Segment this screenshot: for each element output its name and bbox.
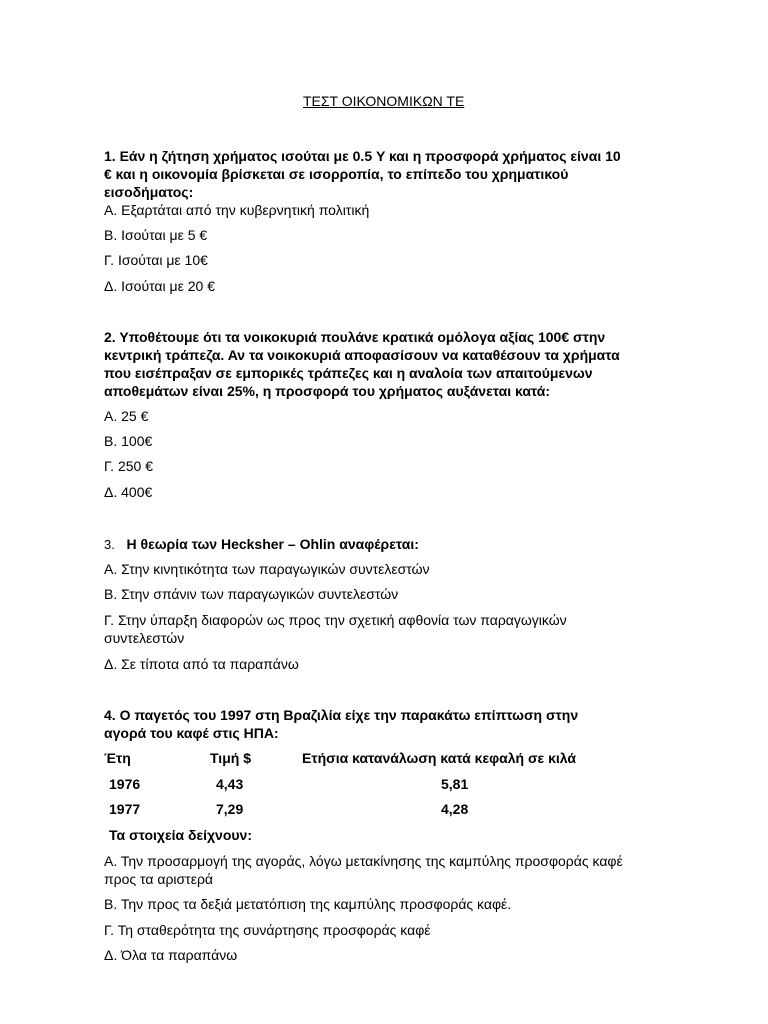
table-row-1-consumption: 5,81 [441, 776, 469, 792]
q2-option-d: Δ. 400€ [104, 484, 153, 500]
q4-line-2: αγορά του καφέ στις ΗΠΑ: [104, 725, 279, 741]
table-header-consumption: Ετήσια κατανάλωση κατά κεφαλή σε κιλά [302, 750, 576, 766]
q2-option-c: Γ. 250 € [104, 458, 153, 474]
q2-line-1: 2. Υποθέτουμε ότι τα νοικοκυριά πουλάνε κρατικά ομόλογα αξίας 100€ στην [104, 329, 606, 345]
q1-option-c: Γ. Ισούται με 10€ [104, 252, 208, 268]
q2-option-b: Β. 100€ [104, 433, 153, 449]
q4-option-a-line-2: προς τα αριστερά [104, 871, 213, 887]
q2-line-3: που εισέπραξαν σε εμπορικές τράπεζες και η αναλοία των απαιτούμενων [104, 365, 593, 381]
q1-line-3: εισοδήματος: [104, 184, 194, 200]
table-row-1-year: 1976 [109, 776, 141, 792]
q3-option-c-line-2: συντελεστών [104, 630, 185, 646]
q1-line-2: € και η οικονομία βρίσκεται σε ισορροπία, το επίπεδο του χρηματικού [104, 166, 569, 182]
table-row-2-consumption: 4,28 [441, 801, 469, 817]
table-row-2-year: 1977 [109, 801, 141, 817]
q3-option-c-line-1: Γ. Στην ύπαρξη διαφορών ως προς την σχετική αφθονία των παραγωγικών [104, 612, 567, 628]
q3-heading [104, 535, 419, 554]
q4-lead: Τα στοιχεία δείχνουν: [109, 827, 252, 843]
q3-option-d: Δ. Σε τίποτα από τα παραπάνω [104, 656, 299, 672]
q2-option-a: Α. 25 € [104, 408, 149, 424]
q2-line-2: κεντρική τράπεζα. Αν τα νοικοκυριά αποφασίσουν να καταθέσουν τα χρήματα [104, 347, 620, 363]
q1-option-d: Δ. Ισούται με 20 € [104, 278, 215, 294]
table-header-years: Έτη [104, 750, 131, 766]
q4-option-a-line-1: Α. Την προσαρμογή της αγοράς, λόγω μετακίνησης της καμπύλης προσφοράς καφέ [104, 853, 623, 869]
q4-option-c: Γ. Τη σταθερότητα της συνάρτησης προσφοράς καφέ [104, 922, 431, 938]
q3-text: Η θεωρία των Hecksher – Ohlin αναφέρεται: [126, 536, 419, 552]
q4-option-d: Δ. Όλα τα παραπάνω [104, 947, 238, 963]
table-row-2-price: 7,29 [216, 801, 244, 817]
q1-option-b: Β. Ισούται με 5 € [104, 227, 208, 243]
q4-option-b: Β. Την προς τα δεξιά μετατόπιση της καμπύλης προσφοράς καφέ. [104, 896, 512, 912]
document-title: ΤΕΣΤ ΟΙΚΟΝΟΜΙΚΩΝ ΤΕ [303, 93, 465, 109]
q3-number: 3. [104, 537, 115, 552]
q3-option-b: Β. Στην σπάνιν των παραγωγικών συντελεστών [104, 586, 399, 602]
q1-option-a: Α. Εξαρτάται από την κυβερνητική πολιτική [104, 202, 370, 218]
q1-line-1: 1. Εάν η ζήτηση χρήματος ισούται με 0.5 Y και η προσφορά χρήματος είναι 10 [104, 148, 621, 164]
table-header-price: Τιμή $ [210, 750, 251, 766]
q2-line-4: αποθεμάτων είναι 25%, η προσφορά του χρήματος αυξάνεται κατά: [104, 383, 551, 399]
q4-line-1: 4. Ο παγετός του 1997 στη Βραζιλία είχε την παρακάτω επίπτωση στην [104, 707, 579, 723]
q3-option-a: Α. Στην κινητικότητα των παραγωγικών συντελεστών [104, 561, 430, 577]
table-row-1-price: 4,43 [216, 776, 244, 792]
